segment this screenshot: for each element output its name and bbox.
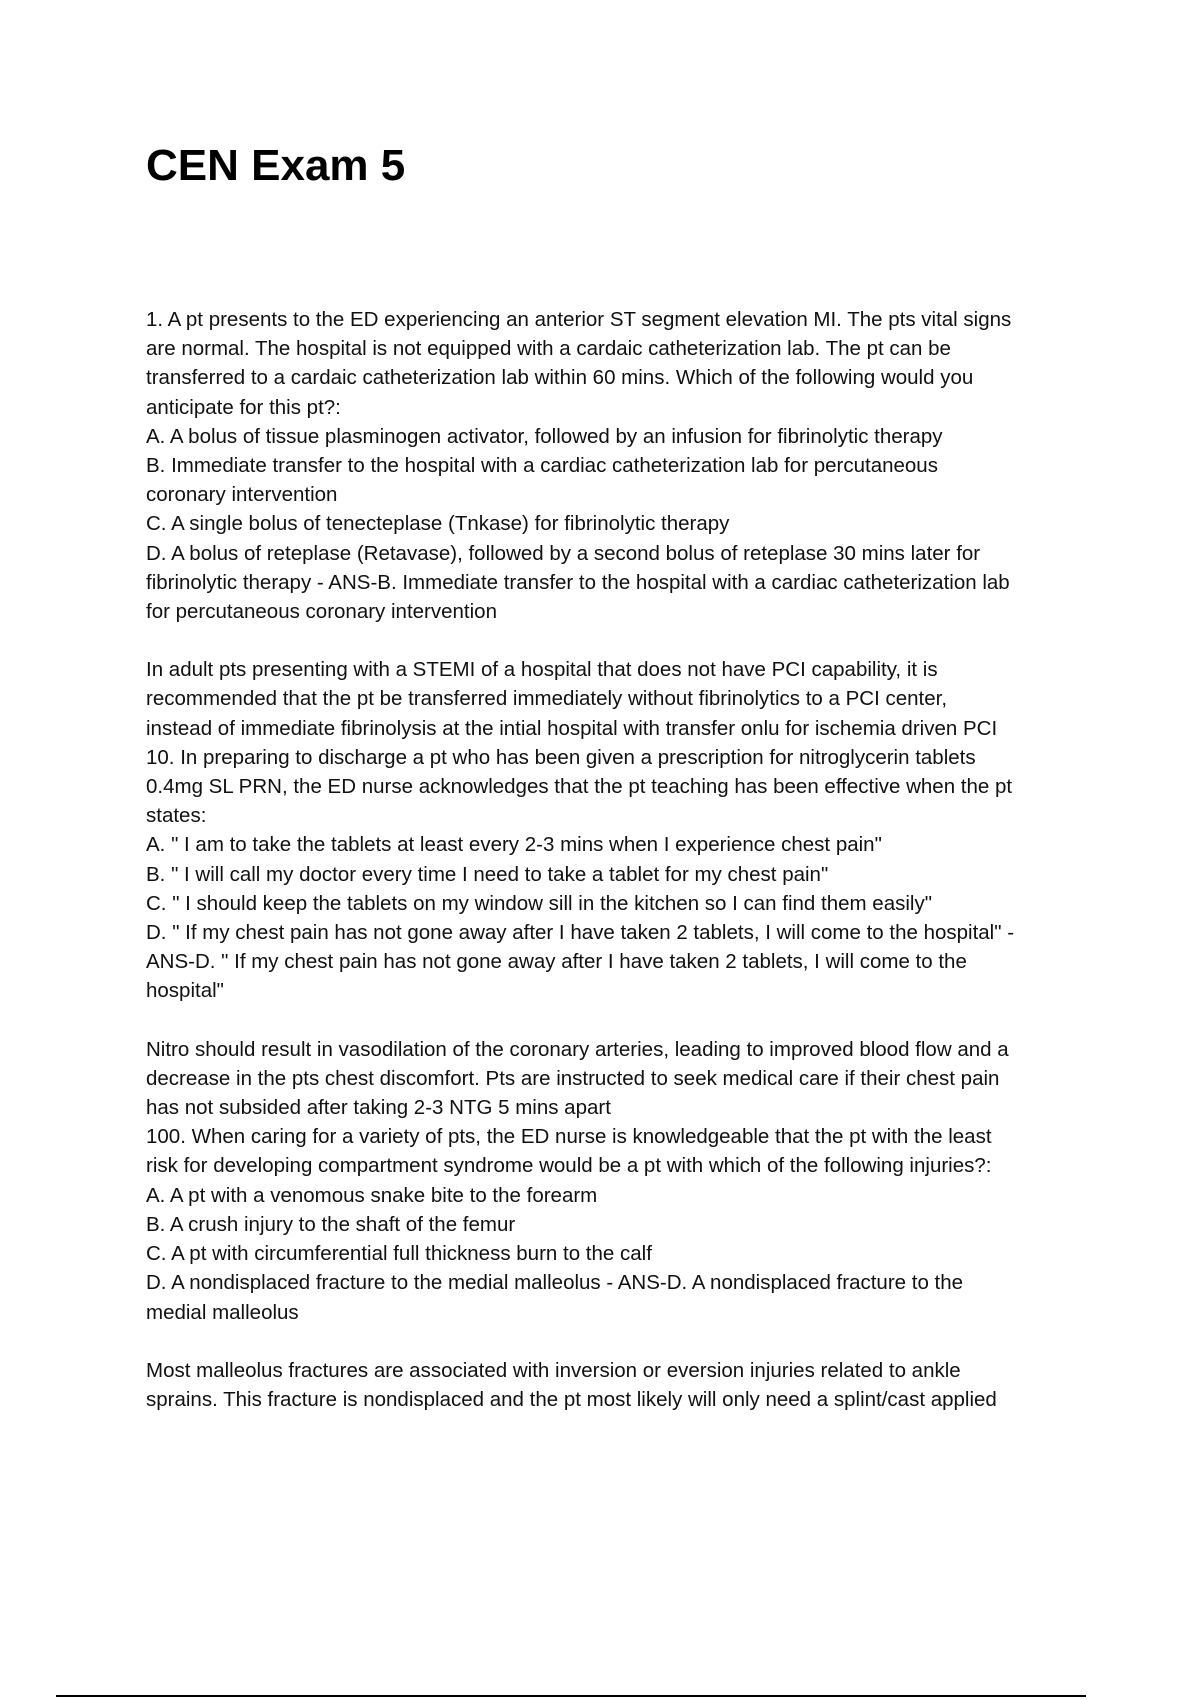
- answer-option-b: B. A crush injury to the shaft of the femur: [146, 1212, 516, 1236]
- rationale-line: Most malleolus fractures are associated with inversion or eversion injuries related to ankle: [146, 1358, 961, 1382]
- rationale-line: has not subsided after taking 2-3 NTG 5 mins apart: [146, 1096, 611, 1120]
- answer-option-a: A. A pt with a venomous snake bite to the forearm: [146, 1183, 598, 1207]
- text-line: anticipate for this pt?:: [146, 395, 341, 419]
- paragraph-spacer: [146, 626, 1086, 655]
- rationale-line: In adult pts presenting with a STEMI of a hospital that does not have PCI capability, it is: [146, 658, 938, 682]
- answer-line: fibrinolytic therapy - ANS-B. Immediate transfer to the hospital with a cardiac catheterization lab: [146, 570, 1010, 594]
- paragraph-spacer: [146, 1327, 1086, 1356]
- paragraph-spacer: [146, 1006, 1086, 1035]
- text-line: transferred to a cardaic catheterization lab within 60 mins. Which of the following would you: [146, 366, 974, 390]
- rationale-line: Nitro should result in vasodilation of the coronary arteries, leading to improved blood flow and a: [146, 1037, 1009, 1061]
- text-line: 0.4mg SL PRN, the ED nurse acknowledges that the pt teaching has been effective when the pt: [146, 775, 1013, 799]
- rationale-line: decrease in the pts chest discomfort. Pts are instructed to seek medical care if their chest pain: [146, 1066, 1000, 1090]
- answer-option-c: C. A single bolus of tenecteplase (Tnkase) for fibrinolytic therapy: [146, 512, 730, 536]
- answer-option-a: A. A bolus of tissue plasminogen activator, followed by an infusion for fibrinolytic therapy: [146, 424, 943, 448]
- text-line: 1. A pt presents to the ED experiencing an anterior ST segment elevation MI. The pts vital signs: [146, 308, 1012, 331]
- question-10-block: [146, 655, 1086, 1005]
- answer-option-d: D. " If my chest pain has not gone away after I have taken 2 tablets, I will come to the hospital" -: [146, 921, 1015, 945]
- answer-option-a: A. " I am to take the tablets at least every 2-3 mins when I experience chest pain": [146, 833, 882, 857]
- text-line: coronary intervention: [146, 483, 338, 507]
- text-line: hospital": [146, 979, 224, 1003]
- final-rationale-block: [146, 1356, 1086, 1414]
- answer-option-d: D. A bolus of reteplase (Retavase), followed by a second bolus of reteplase 30 mins later for: [146, 541, 981, 565]
- footer-divider: [56, 1695, 1086, 1697]
- question-1-block: [146, 305, 1086, 626]
- document-body: [146, 305, 1086, 1414]
- text-line: are normal. The hospital is not equipped with a cardaic catheterization lab. The pt can be: [146, 337, 951, 361]
- answer-option-d: D. A nondisplaced fracture to the medial malleolus - ANS-D. A nondisplaced fracture to the: [146, 1271, 964, 1295]
- page-title: CEN Exam 5: [146, 141, 406, 190]
- answer-option-c: C. " I should keep the tablets on my window sill in the kitchen so I can find them easily": [146, 891, 932, 915]
- rationale-line: sprains. This fracture is nondisplaced and the pt most likely will only need a splint/cast applied: [146, 1387, 997, 1411]
- answer-option-b: B. " I will call my doctor every time I need to take a tablet for my chest pain": [146, 862, 829, 886]
- text-line: states:: [146, 804, 207, 828]
- answer-option-c: C. A pt with circumferential full thickness burn to the calf: [146, 1242, 652, 1266]
- text-line: for percutaneous coronary intervention: [146, 600, 497, 624]
- answer-option-b: B. Immediate transfer to the hospital with a cardiac catheterization lab for percutaneous: [146, 454, 938, 478]
- question-100-block: [146, 1035, 1086, 1327]
- text-line: medial malleolus: [146, 1300, 299, 1324]
- answer-line: ANS-D. " If my chest pain has not gone away after I have taken 2 tablets, I will come to the: [146, 950, 967, 974]
- rationale-line: recommended that the pt be transferred immediately without fibrinolytics to a PCI center,: [146, 687, 948, 711]
- rationale-line: instead of immediate fibrinolysis at the intial hospital with transfer onlu for ischemia driven PCI: [146, 716, 998, 740]
- text-line: 100. When caring for a variety of pts, the ED nurse is knowledgeable that the pt with the least: [146, 1125, 992, 1149]
- text-line: 10. In preparing to discharge a pt who has been given a prescription for nitroglycerin tablets: [146, 745, 976, 769]
- text-line: risk for developing compartment syndrome would be a pt with which of the following injuries?:: [146, 1154, 992, 1178]
